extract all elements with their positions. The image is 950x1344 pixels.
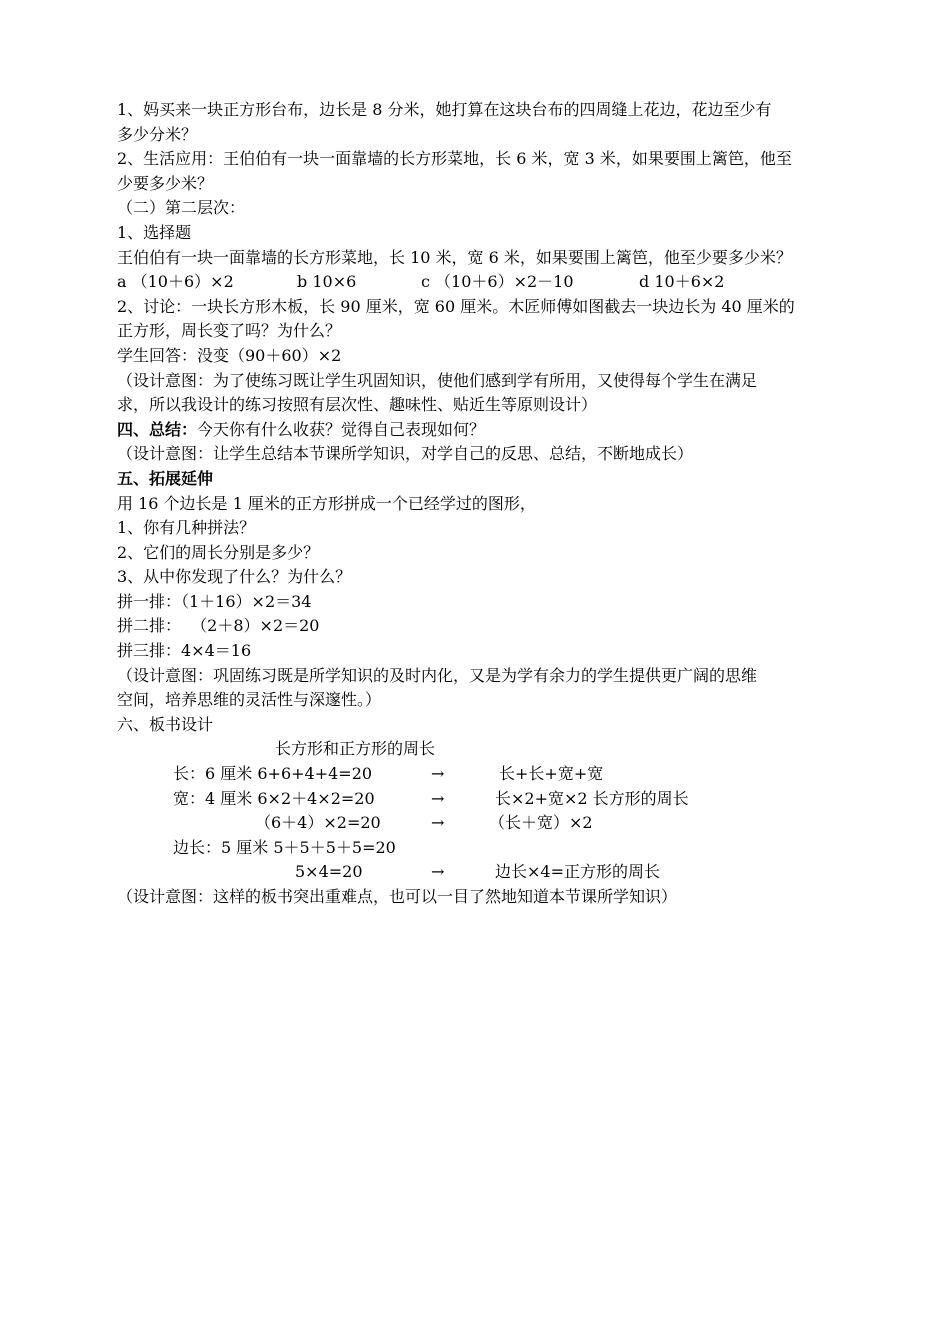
design-intent-2: （设计意图：让学生总结本节课所学知识，对学自己的反思、总结，不断地成长） (117, 444, 694, 464)
board-title: 长方形和正方形的周长 (275, 739, 436, 759)
choice-question-text: 王伯伯有一块一面靠墙的长方形菜地，长 10 米，宽 6 米，如果要围上篱笆，他至少要多少米？ (117, 247, 792, 267)
option-b: b 10×6 (297, 272, 357, 292)
arrow-right-icon: → (431, 862, 445, 882)
extension-heading: 五、拓展延伸 (117, 468, 214, 488)
section-level-two: （二）第二层次： (117, 198, 246, 218)
choice-options (117, 270, 877, 295)
problem-1-line-2: 多少分米？ (117, 124, 198, 144)
board-sum-formula: （6＋4）×2=20 (255, 813, 381, 833)
summary-line (117, 418, 877, 443)
summary-text: 今天你有什么收获？觉得自己表现如何？ (197, 419, 486, 439)
arrow-right-icon: → (431, 788, 445, 808)
discussion-line-2: 正方形，周长变了吗？为什么？ (117, 321, 342, 341)
extension-intro: 用 16 个边长是 1 厘米的正方形拼成一个已经学过的图形， (117, 493, 536, 513)
design-intent-3-line-1: （设计意图：巩固练习既是所学知识的及时内化，又是为学有余力的学生提供更广阔的思维 (117, 665, 758, 685)
design-intent-3-line-2: 空间，培养思维的灵活性与深邃性。） (117, 690, 382, 710)
student-answer: 学生回答：没变（90＋60）×2 (117, 345, 342, 365)
document-page (117, 98, 877, 910)
extension-question-1: 1、你有几种拼法？ (117, 518, 256, 538)
arrangement-two-rows: 拼二排： （2＋8）×2＝20 (117, 616, 320, 636)
board-length-rule: 长+长+宽+宽 (499, 764, 604, 784)
option-d: d 10＋6×2 (639, 272, 725, 292)
design-intent-4: （设计意图：这样的板书突出重难点，也可以一目了然地知道本节课所学知识） (117, 887, 678, 907)
arrow-right-icon: → (431, 764, 445, 784)
board-length-formula: 长：6 厘米 6+6+4+4=20 (173, 764, 373, 784)
board-design-heading: 六、板书设计 (117, 714, 214, 734)
arrangement-one-row: 拼一排：（1＋16）×2＝34 (117, 591, 312, 611)
design-intent-1-line-1: （设计意图：为了使练习既让学生巩固知识，使他们感到学有所用，又使得每个学生在满足 (117, 370, 758, 390)
problem-2-line-2: 少要多少米？ (117, 173, 214, 193)
problem-2-line-1: 2、生活应用：王伯伯有一块一面靠墙的长方形菜地，长 6 米，宽 3 米，如果要围上篱笆，他至 (117, 149, 792, 169)
board-square-formula: 5×4=20 (295, 862, 363, 882)
extension-question-3: 3、从中你发现了什么？为什么？ (117, 567, 352, 587)
design-intent-1-line-2: 求，所以我设计的练习按照有层次性、趣味性、贴近生等原则设计） (117, 395, 598, 415)
board-sum-rule: （长＋宽）×2 (489, 813, 593, 833)
board-square-rule: 边长×4=正方形的周长 (495, 862, 660, 882)
board-width-formula: 宽：4 厘米 6×2＋4×2=20 (173, 788, 375, 808)
arrow-right-icon: → (431, 813, 445, 833)
summary-heading: 四、总结： (117, 419, 198, 439)
choice-question-heading: 1、选择题 (117, 222, 192, 242)
option-c: c （10＋6）×2－10 (421, 272, 574, 292)
board-rectangle-rule: 长×2+宽×2 长方形的周长 (495, 788, 689, 808)
problem-1-line-1: 1、妈买来一块正方形台布，边长是 8 分米，她打算在这块台布的四周缝上花边，花边至少有 (117, 100, 772, 119)
extension-question-2: 2、它们的周长分别是多少？ (117, 542, 320, 562)
board-design (117, 737, 877, 885)
option-a: a （10＋6）×2 (117, 272, 234, 292)
discussion-line-1: 2、讨论：一块长方形木板，长 90 厘米，宽 60 厘米。木匠师傅如图截去一块边长为 40 厘米的 (117, 296, 795, 316)
arrangement-three-rows: 拼三排：4×4＝16 (117, 641, 252, 661)
board-square-side-formula: 边长：5 厘米 5＋5＋5＋5=20 (173, 837, 396, 857)
